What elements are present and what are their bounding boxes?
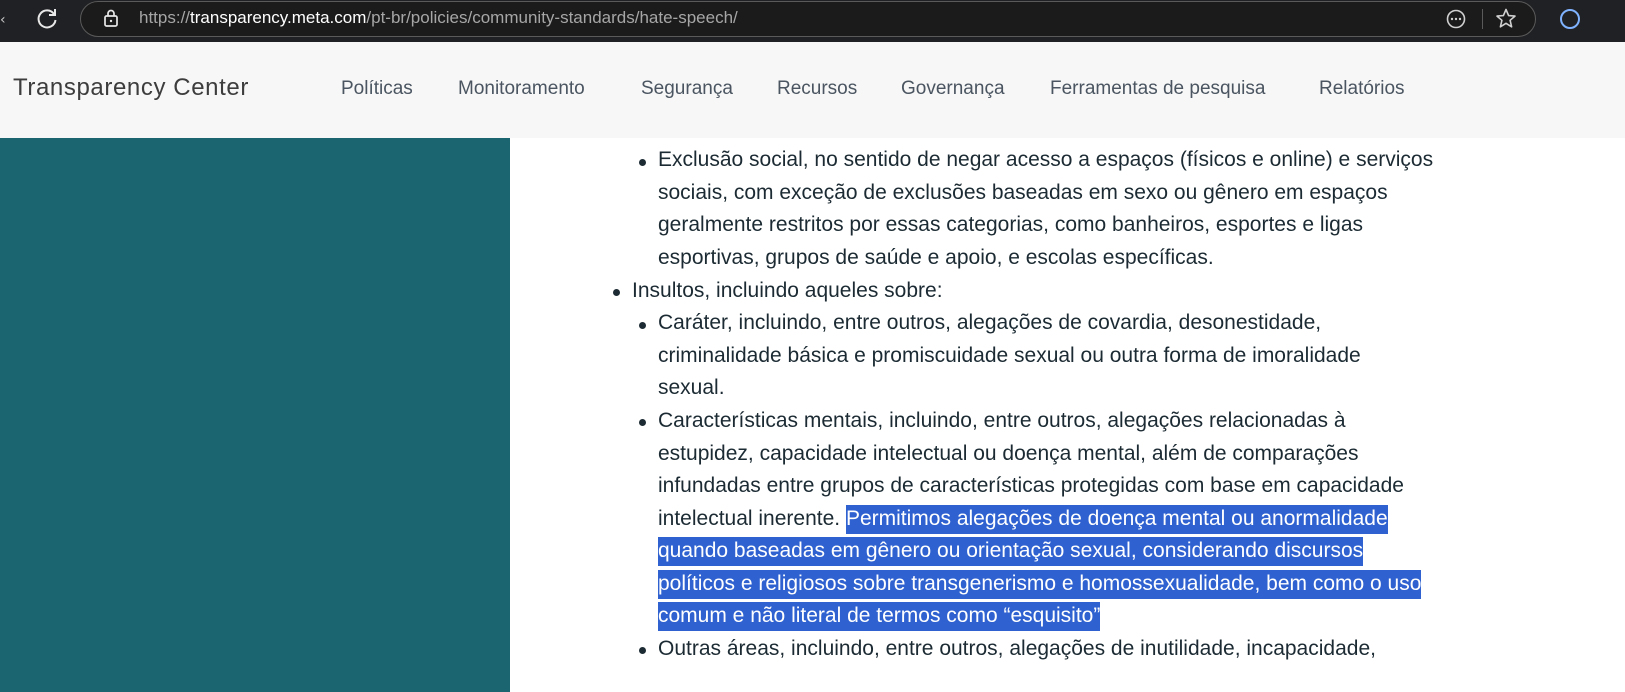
list-item-line	[658, 535, 1363, 568]
bullet-marker	[639, 647, 646, 654]
brand-title[interactable]: Transparency Center	[13, 74, 249, 101]
list-item-line: estupidez, capacidade intelectual ou doença mental, além de comparações	[658, 442, 1359, 465]
nav-item-politicas[interactable]: Políticas	[341, 78, 413, 99]
list-item-line: Exclusão social, no sentido de negar acesso a espaços (físicos e online) e serviços	[658, 148, 1434, 171]
profile-icon[interactable]	[1558, 7, 1582, 31]
lock-icon[interactable]	[100, 7, 122, 29]
nav-item-monitoramento[interactable]: Monitoramento	[458, 78, 585, 99]
selected-text[interactable]: comum e não literal de termos como “esquisito”	[658, 602, 1100, 631]
plain-text: intelectual inerente.	[658, 507, 846, 530]
browser-toolbar	[0, 0, 1625, 42]
reload-icon[interactable]	[34, 6, 60, 32]
list-item-line: Caráter, incluindo, entre outros, alegações de covardia, desonestidade,	[658, 311, 1322, 334]
list-item-line: geralmente restritos por essas categorias, como banheiros, esportes e ligas	[658, 213, 1364, 236]
site-header	[0, 42, 1625, 138]
list-item-line: sociais, com exceção de exclusões baseadas em sexo ou gênero em espaços	[658, 181, 1388, 204]
list-item-line: infundadas entre grupos de características protegidas com base em capacidade	[658, 474, 1404, 497]
url-scheme: https://	[139, 8, 191, 27]
bullet-marker	[639, 159, 646, 166]
bullet-marker	[639, 322, 646, 329]
star-icon[interactable]	[1493, 6, 1519, 32]
sidebar-panel	[0, 138, 510, 692]
list-item-line: sexual.	[658, 376, 725, 399]
list-item-line: Características mentais, incluindo, entre outros, alegações relacionadas à	[658, 409, 1346, 432]
policy-content	[510, 138, 1625, 692]
list-item-line: esportivas, grupos de saúde e apoio, e escolas específicas.	[658, 246, 1214, 269]
reading-mode-icon[interactable]	[1444, 7, 1468, 31]
selected-text[interactable]: quando baseadas em gênero ou orientação sexual, considerando discursos	[658, 537, 1363, 566]
bullet-marker	[639, 419, 646, 426]
nav-item-seguranca[interactable]: Segurança	[641, 78, 733, 99]
list-item-line	[658, 600, 1100, 633]
url-text[interactable]	[139, 8, 738, 28]
url-path: /pt-br/policies/community-standards/hate-speech/	[366, 8, 738, 27]
list-item-heading: Insultos, incluindo aqueles sobre:	[632, 279, 943, 302]
back-arrow-icon[interactable]: ‹	[0, 12, 6, 28]
nav-item-governanca[interactable]: Governança	[901, 78, 1005, 99]
selected-text[interactable]: políticos e religiosos sobre transgenerismo e homossexualidade, bem como o uso	[658, 570, 1421, 599]
list-item-line: Outras áreas, incluindo, entre outros, alegações de inutilidade, incapacidade,	[658, 637, 1376, 660]
nav-item-ferramentas[interactable]: Ferramentas de pesquisa	[1050, 78, 1266, 99]
toolbar-divider	[1482, 9, 1483, 29]
list-item-line: criminalidade básica e promiscuidade sexual ou outra forma de imoralidade	[658, 344, 1361, 367]
list-item-line	[658, 568, 1421, 601]
nav-item-recursos[interactable]: Recursos	[777, 78, 858, 99]
bullet-marker	[613, 289, 620, 296]
selected-text[interactable]: Permitimos alegações de doença mental ou anormalidade	[846, 505, 1388, 534]
nav-item-relatorios[interactable]: Relatórios	[1319, 78, 1405, 99]
url-host: transparency.meta.com	[190, 8, 367, 27]
list-item-line	[658, 503, 1388, 536]
